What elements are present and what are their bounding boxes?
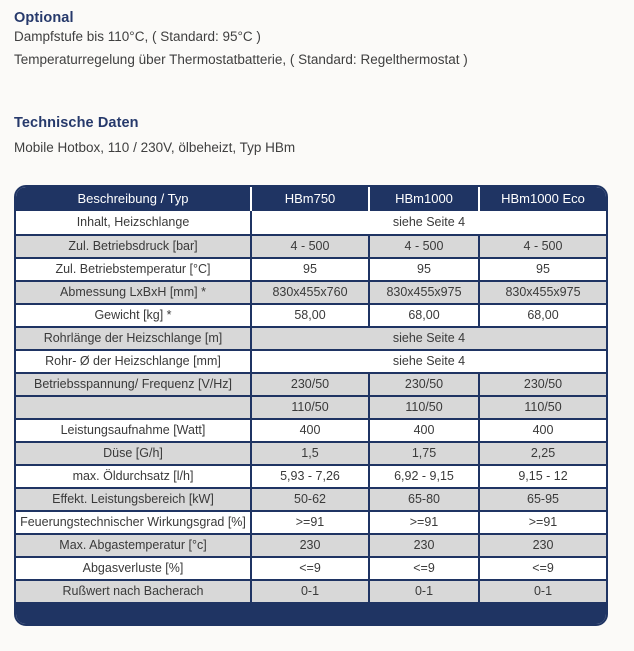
row-value: 0-1 bbox=[368, 581, 478, 602]
row-value: <=9 bbox=[478, 558, 606, 579]
row-value: 230/50 bbox=[250, 374, 368, 395]
row-value: >=91 bbox=[478, 512, 606, 533]
row-value: 830x455x975 bbox=[368, 282, 478, 303]
table-row bbox=[16, 487, 606, 510]
table-row bbox=[16, 234, 606, 257]
row-value: 5,93 - 7,26 bbox=[250, 466, 368, 487]
table-row bbox=[16, 533, 606, 556]
column-header-hbm1000: HBm1000 bbox=[368, 187, 478, 211]
row-value: 58,00 bbox=[250, 305, 368, 326]
row-value: 4 - 500 bbox=[478, 236, 606, 257]
table-row bbox=[16, 326, 606, 349]
table-row bbox=[16, 441, 606, 464]
table-row bbox=[16, 464, 606, 487]
row-label: Rußwert nach Bacherach bbox=[62, 584, 204, 598]
row-value: 230 bbox=[250, 535, 368, 556]
technical-data-subtitle: Mobile Hotbox, 110 / 230V, ölbeheizt, Typ HBm bbox=[14, 140, 296, 155]
table-row bbox=[16, 257, 606, 280]
column-header-hbm1000-eco: HBm1000 Eco bbox=[478, 187, 606, 211]
row-span-value: siehe Seite 4 bbox=[250, 328, 606, 349]
row-label: Abmessung LxBxH [mm] * bbox=[60, 285, 206, 299]
table-body bbox=[16, 211, 606, 602]
table-row bbox=[16, 510, 606, 533]
column-header-beschreibung: Beschreibung / Typ bbox=[77, 191, 189, 206]
row-value: 6,92 - 9,15 bbox=[368, 466, 478, 487]
row-value: 400 bbox=[250, 420, 368, 441]
row-label: Betriebsspannung/ Frequenz [V/Hz] bbox=[33, 377, 233, 391]
row-value: 68,00 bbox=[368, 305, 478, 326]
row-label: Rohrlänge der Heizschlange [m] bbox=[43, 331, 223, 345]
row-label: Zul. Betriebsdruck [bar] bbox=[68, 239, 198, 253]
optional-heading: Optional bbox=[14, 10, 74, 26]
row-value: 110/50 bbox=[478, 397, 606, 418]
row-value: 50-62 bbox=[250, 489, 368, 510]
row-value: 65-95 bbox=[478, 489, 606, 510]
table-footer-bar bbox=[16, 602, 606, 624]
table-row bbox=[16, 579, 606, 602]
table-header-row bbox=[16, 187, 606, 211]
optional-section bbox=[14, 10, 622, 71]
row-value: 230 bbox=[478, 535, 606, 556]
row-value: 110/50 bbox=[368, 397, 478, 418]
table-row bbox=[16, 556, 606, 579]
row-value: 4 - 500 bbox=[250, 236, 368, 257]
table-row bbox=[16, 395, 606, 418]
row-label: max. Öldurchsatz [l/h] bbox=[72, 469, 194, 483]
column-header-hbm750: HBm750 bbox=[250, 187, 368, 211]
row-value: 830x455x760 bbox=[250, 282, 368, 303]
row-value: 230/50 bbox=[368, 374, 478, 395]
row-value: 400 bbox=[478, 420, 606, 441]
row-value: 0-1 bbox=[478, 581, 606, 602]
table-row bbox=[16, 280, 606, 303]
row-label: Max. Abgastemperatur [°c] bbox=[59, 538, 207, 552]
row-label: Rohr- Ø der Heizschlange [mm] bbox=[45, 354, 221, 368]
table-row bbox=[16, 349, 606, 372]
row-span-value: siehe Seite 4 bbox=[250, 351, 606, 372]
row-value: 95 bbox=[478, 259, 606, 280]
row-value: <=9 bbox=[368, 558, 478, 579]
row-value: 4 - 500 bbox=[368, 236, 478, 257]
row-value: 2,25 bbox=[478, 443, 606, 464]
row-value: 65-80 bbox=[368, 489, 478, 510]
table-row bbox=[16, 211, 606, 234]
row-value: 110/50 bbox=[250, 397, 368, 418]
table-row bbox=[16, 418, 606, 441]
row-value: >=91 bbox=[250, 512, 368, 533]
row-value: 1,75 bbox=[368, 443, 478, 464]
row-label: Effekt. Leistungsbereich [kW] bbox=[52, 492, 214, 506]
row-label: Abgasverluste [%] bbox=[82, 561, 184, 575]
row-value: <=9 bbox=[250, 558, 368, 579]
row-label: Gewicht [kg] * bbox=[94, 308, 172, 322]
row-label: Leistungsaufnahme [Watt] bbox=[60, 423, 206, 437]
technical-data-table bbox=[14, 185, 608, 626]
optional-line-dampfstufe: Dampfstufe bis 110°C, ( Standard: 95°C ) bbox=[14, 29, 261, 44]
row-value: 230 bbox=[368, 535, 478, 556]
row-label: Feuerungstechnischer Wirkungsgrad [%] bbox=[20, 515, 246, 529]
row-label: Inhalt, Heizschlange bbox=[76, 215, 190, 229]
technical-data-section bbox=[14, 115, 622, 160]
row-value: 95 bbox=[368, 259, 478, 280]
row-value: 1,5 bbox=[250, 443, 368, 464]
table-row bbox=[16, 303, 606, 326]
optional-line-temperaturregelung: Temperaturregelung über Thermostatbatterie, ( Standard: Regelthermostat ) bbox=[14, 51, 468, 67]
row-value: 400 bbox=[368, 420, 478, 441]
row-value: 830x455x975 bbox=[478, 282, 606, 303]
row-value: 230/50 bbox=[478, 374, 606, 395]
row-label: Düse [G/h] bbox=[103, 446, 163, 460]
row-label bbox=[16, 397, 250, 418]
row-value: 68,00 bbox=[478, 305, 606, 326]
row-value: 9,15 - 12 bbox=[478, 466, 606, 487]
table-row bbox=[16, 372, 606, 395]
row-span-value: siehe Seite 4 bbox=[250, 211, 606, 234]
row-value: >=91 bbox=[368, 512, 478, 533]
technical-data-heading: Technische Daten bbox=[14, 115, 139, 131]
row-label: Zul. Betriebstemperatur [°C] bbox=[55, 262, 211, 276]
row-value: 0-1 bbox=[250, 581, 368, 602]
row-value: 95 bbox=[250, 259, 368, 280]
